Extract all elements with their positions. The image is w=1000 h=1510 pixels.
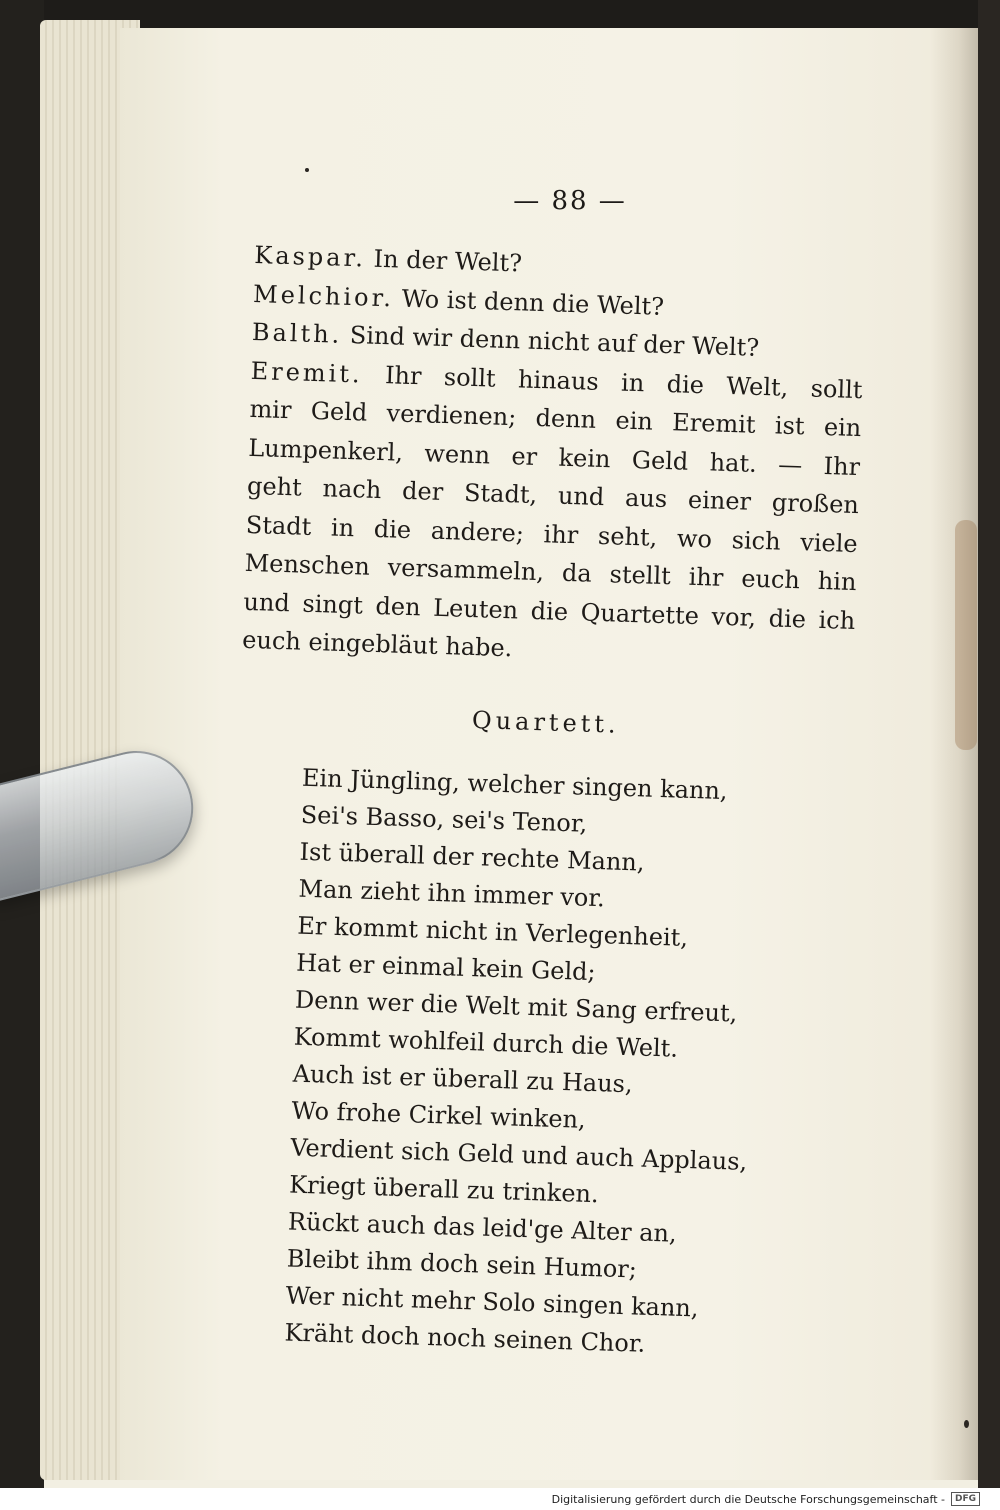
gutter-shadow (930, 28, 978, 1480)
verse-line: Hat er einmal kein Geld; (295, 948, 597, 987)
spoken-text: Sind wir denn nicht auf der Welt? (349, 321, 760, 362)
section-heading: Quartett. (471, 705, 621, 739)
prose-line: euch eingebläut habe. (241, 625, 513, 663)
scan-border-top (0, 0, 1000, 28)
page-stain (955, 520, 977, 750)
speaker-name: Eremit. (250, 356, 364, 388)
prose-line: geht nach der Stadt, und aus einer großen (246, 471, 860, 520)
verse-line: Kommt wohlfeil durch die Welt. (293, 1022, 679, 1063)
spoken-text: In der Welt? (373, 244, 523, 278)
page-text (220, 236, 867, 1369)
prose-line: Menschen versammeln, da stellt ihr euch hin (244, 548, 857, 597)
scan-border-left (0, 0, 44, 1510)
verse-line: Wer nicht mehr Solo singen kann, (285, 1281, 699, 1323)
prose-line: und singt den Leuten die Quartette vor, die ich (243, 587, 856, 635)
verse-line: Ein Jüngling, welcher singen kann, (301, 763, 728, 806)
ink-speck (964, 1420, 969, 1428)
verse-line: Bleibt ihm doch sein Humor; (286, 1244, 638, 1284)
verse-line: Auch ist er überall zu Haus, (292, 1059, 634, 1099)
verse-line: Er kommt nicht in Verlegenheit, (296, 911, 689, 952)
prose-line: Stadt in die andere; ihr seht, wo sich viele (245, 510, 859, 558)
credit-text: Digitalisierung gefördert durch die Deutsche Forschungsgemeinschaft - (551, 1492, 945, 1506)
verse-line: Sei's Basso, sei's Tenor, (300, 800, 588, 838)
speaker-name: Kaspar. (253, 240, 367, 273)
verse-block (220, 758, 850, 1369)
verse-line: Wo frohe Cirkel winken, (291, 1096, 587, 1134)
speaker-name: Melchior. (252, 279, 395, 312)
verse-line: Verdient sich Geld und auch Applaus, (289, 1133, 748, 1176)
prose-line: Lumpenkerl, wenn er kein Geld hat. — Ihr (247, 433, 861, 481)
verse-line: Rückt auch das leid'ge Alter an, (287, 1207, 678, 1248)
speaker-name: Balth. (251, 317, 343, 349)
verse-line: Denn wer die Welt mit Sang erfreut, (294, 985, 738, 1028)
verse-line: Man zieht ihn immer vor. (298, 874, 606, 913)
ink-speck (305, 168, 309, 172)
page-number: — 88 — (513, 186, 627, 216)
spoken-text: Wo ist denn die Welt? (401, 284, 665, 321)
dfg-logo: DFG (951, 1492, 980, 1506)
digitization-credit (552, 1490, 980, 1508)
verse-line: Ist überall der rechte Mann, (299, 837, 645, 877)
scan-border-right (978, 0, 1000, 1510)
prose-text: Ihr sollt hinaus in die Welt, sollt (384, 360, 863, 404)
verse-line: Kriegt überall zu trinken. (288, 1170, 600, 1209)
verse-line: Kräht doch noch seinen Chor. (284, 1318, 646, 1358)
prose-line: mir Geld verdienen; denn ein Eremit ist ein (249, 394, 862, 443)
